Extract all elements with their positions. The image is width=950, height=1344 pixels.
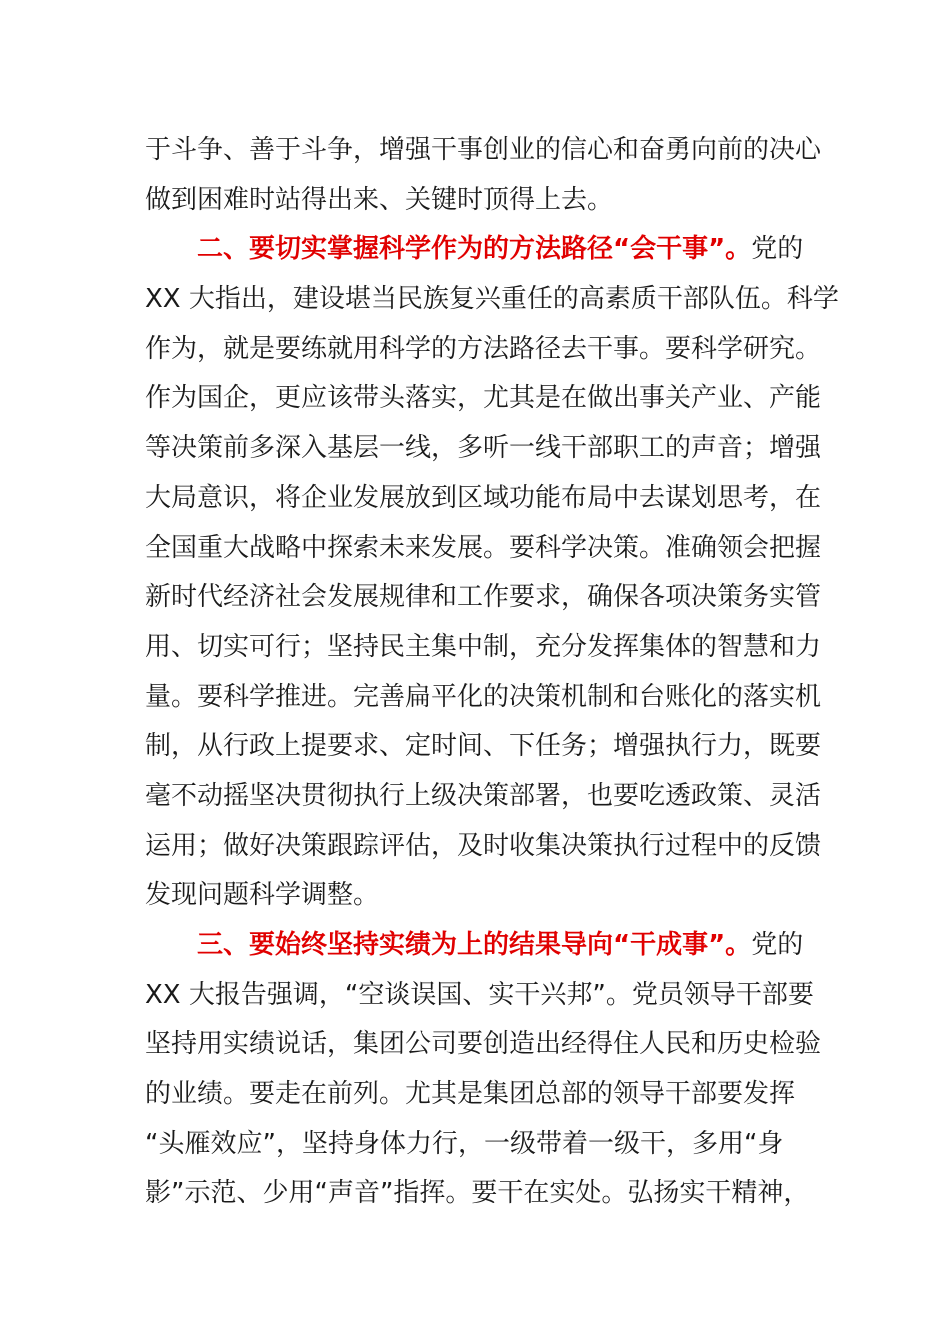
body-line: 影”示范、少用“声音”指挥。要干在实处。弘扬实干精神， xyxy=(145,1178,810,1209)
body-line: 大局意识，将企业发展放到区域功能布局中去谋划思考，在 xyxy=(145,482,822,513)
body-line: 用、切实可行；坚持民主集中制，充分发挥集体的智慧和力 xyxy=(145,631,822,662)
section-heading-3: 三、要始终坚持实绩为上的结果导向“干成事”。 xyxy=(197,930,752,960)
heading-continuation: 党的 xyxy=(751,234,804,265)
body-line: 毫不动摇坚决贯彻执行上级决策部署，也要吃透政策、灵活 xyxy=(145,780,822,811)
body-line: 运用；做好决策跟踪评估，及时收集决策执行过程中的反馈 xyxy=(145,830,822,861)
section-heading-line xyxy=(145,921,825,971)
body-line: 量。要科学推进。完善扁平化的决策机制和台账化的落实机 xyxy=(145,681,822,712)
document-body xyxy=(145,126,839,1219)
body-line: 制，从行政上提要求、定时间、下任务；增强执行力，既要 xyxy=(145,731,822,762)
body-line: 做到困难时站得出来、关键时顶得上去。 xyxy=(145,184,614,215)
body-line: 坚持用实绩说话，集团公司要创造出经得住人民和历史检验 xyxy=(145,1029,822,1060)
body-line: 发现问题科学调整。 xyxy=(145,880,380,911)
section-heading-line xyxy=(145,225,825,275)
heading-continuation: 党的 xyxy=(751,930,804,960)
body-line: 作为，就是要练就用科学的方法路径去干事。要科学研究。 xyxy=(145,333,822,364)
section-heading-2: 二、要切实掌握科学作为的方法路径“会干事”。 xyxy=(197,234,752,265)
body-line: 于斗争、善于斗争，增强干事创业的信心和奋勇向前的决心 xyxy=(145,135,822,165)
body-line: 新时代经济社会发展规律和工作要求，确保各项决策务实管 xyxy=(145,582,822,613)
body-line: XX 大指出，建设堪当民族复兴重任的高素质干部队伍。科学 xyxy=(145,284,839,315)
body-line: “头雁效应”，坚持身体力行，一级带着一级干，多用“身 xyxy=(145,1128,784,1159)
body-line: 作为国企，更应该带头落实，尤其是在做出事关产业、产能 xyxy=(145,383,822,414)
body-line: XX 大报告强调，“空谈误国、实干兴邦”。党员领导干部要 xyxy=(145,979,814,1010)
body-line: 等决策前多深入基层一线，多听一线干部职工的声音；增强 xyxy=(145,433,822,464)
body-line: 的业绩。要走在前列。尤其是集团总部的领导干部要发挥 xyxy=(145,1079,796,1110)
body-line: 全国重大战略中探索未来发展。要科学决策。准确领会把握 xyxy=(145,532,822,563)
